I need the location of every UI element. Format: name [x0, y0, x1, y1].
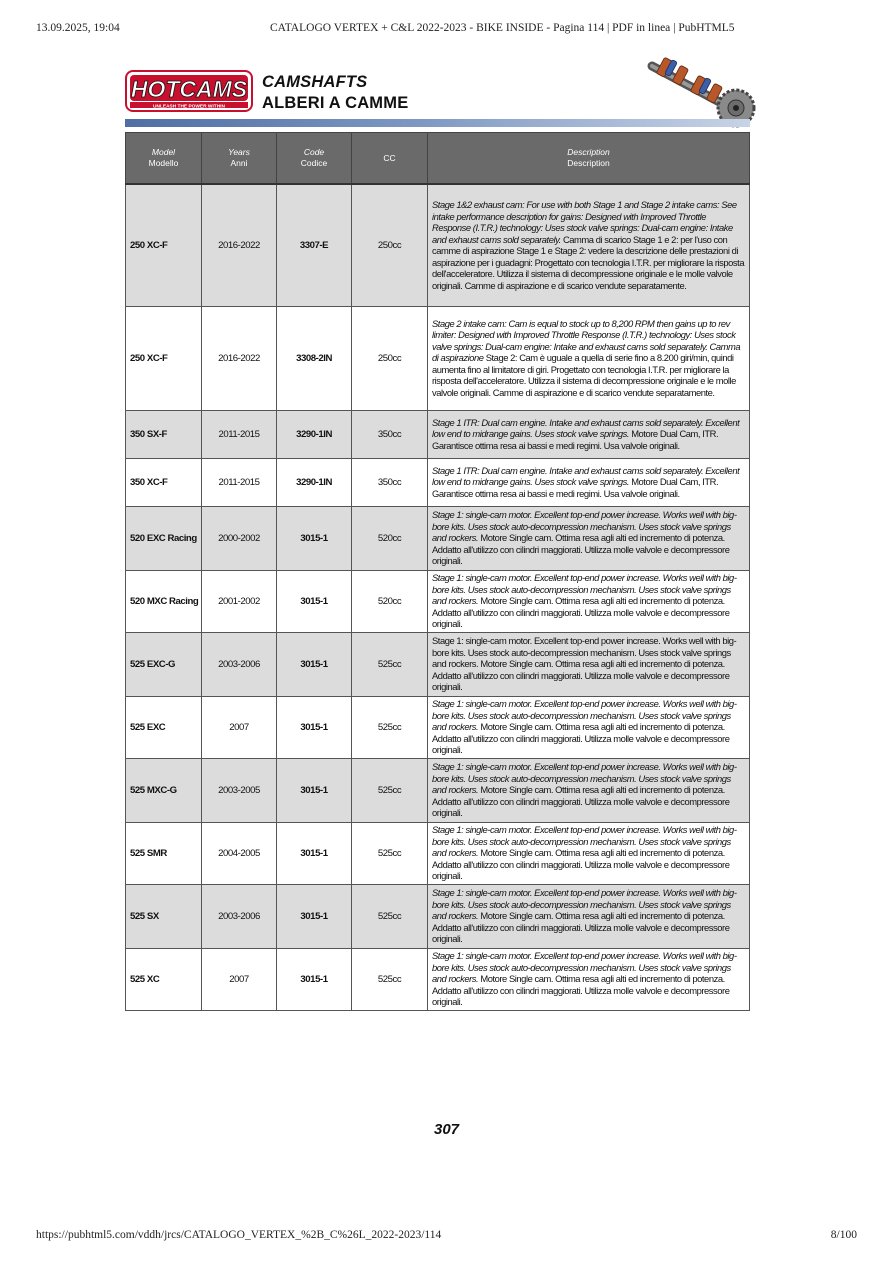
cell-code: 3015-1 [277, 948, 352, 1010]
cell-description [428, 458, 750, 506]
description-it: Motore Single cam. Ottima resa agli alti ed incremento di potenza. Addatto all'utilizzo con cilindri maggiorati. Utilizza molle valvole e decompressore originali. [432, 532, 730, 567]
logo-tagline: UNLEASH THE POWER WITHIN [153, 104, 225, 110]
cell-code: 3015-1 [277, 632, 352, 696]
cell-code: 3015-1 [277, 570, 352, 632]
description-en: Stage 1: single-cam motor. Excellent top-end power increase. Works well with big-bore kits. Uses stock auto-decompression mechanism. Uses stock valve springs and rockers. [432, 698, 737, 733]
print-header [36, 22, 853, 38]
cell-model: 520 EXC Racing [126, 506, 202, 570]
print-page-title: CATALOGO VERTEX + C&L 2022-2023 - BIKE INSIDE - Pagina 114 | PDF in linea | PubHTML5 [270, 22, 735, 34]
cell-model: 250 XC-F [126, 306, 202, 410]
table-header-row [126, 133, 750, 185]
table-row [126, 506, 750, 570]
cell-description [428, 758, 750, 822]
cell-model: 350 XC-F [126, 458, 202, 506]
table-row [126, 884, 750, 948]
cell-cc: 525cc [352, 632, 428, 696]
col-years: Years Anni [202, 133, 277, 185]
cell-years: 2003-2006 [202, 632, 277, 696]
cell-description [428, 822, 750, 884]
cell-description [428, 884, 750, 948]
cell-description [428, 948, 750, 1010]
cell-model: 525 EXC-G [126, 632, 202, 696]
description-en: Stage 1: single-cam motor. Excellent top-end power increase. Works well with big-bore kits. Uses stock auto-decompression mechanism. Uses stock valve springs and rockers. [432, 950, 737, 985]
description-en: Stage 2 intake cam: Cam is equal to stock up to 8,200 RPM then gains up to rev limiter: Designed with Improved Throttle Response (I.T.R.) technology: Uses stock valve springs: Dual-cam engine: Intake and exhaust cams sold separately. Camma di aspirazione [432, 317, 741, 364]
cell-years: 2001-2002 [202, 570, 277, 632]
cell-years: 2011-2015 [202, 410, 277, 458]
cell-description [428, 632, 750, 696]
table-row [126, 570, 750, 632]
cell-cc: 525cc [352, 758, 428, 822]
cell-cc: 250cc [352, 184, 428, 306]
col-code: Code Codice [277, 133, 352, 185]
table-row [126, 822, 750, 884]
print-datetime: 13.09.2025, 19:04 [36, 22, 120, 34]
table-row [126, 458, 750, 506]
description-en: Stage 1: single-cam motor. Excellent top-end power increase. Works well with big-bore kits. Uses stock auto-decompression mechanism. Uses stock valve springs and rockers. [432, 509, 737, 544]
cell-model: 520 MXC Racing [126, 570, 202, 632]
col-description: Description Description [428, 133, 750, 185]
logo-brand: HOTCAMS [130, 76, 248, 102]
cell-years: 2000-2002 [202, 506, 277, 570]
table-row [126, 410, 750, 458]
cell-years: 2016-2022 [202, 184, 277, 306]
cell-years: 2007 [202, 948, 277, 1010]
cell-description [428, 506, 750, 570]
col-cc: CC [352, 133, 428, 185]
description-it: Motore Dual Cam, ITR. Garantisce ottima resa ai bassi e medi regimi. Usa valvole originali. [432, 428, 719, 451]
table-row [126, 632, 750, 696]
cell-code: 3290-1IN [277, 410, 352, 458]
cell-code: 3015-1 [277, 822, 352, 884]
cell-years: 2016-2022 [202, 306, 277, 410]
cell-model: 250 XC-F [126, 184, 202, 306]
description-it: Motore Single cam. Ottima resa agli alti ed incremento di potenza. Addatto all'utilizzo con cilindri maggiorati. Utilizza molle valvole e decompressore originali. [432, 721, 730, 756]
description-en: Stage 1: single-cam motor. Excellent top-end power increase. Works well with big-bore kits. Uses stock auto-decompression mechanism. Uses stock valve springs and rockers. [432, 824, 737, 859]
description-en: Stage 1 ITR: Dual cam engine. Intake and exhaust cams sold separately. Excellent low end to midrange gains. Uses stock valve springs. [432, 416, 740, 440]
cell-model: 525 MXC-G [126, 758, 202, 822]
cell-code: 3015-1 [277, 884, 352, 948]
description-en: Stage 1 ITR: Dual cam engine. Intake and exhaust cams sold separately. Excellent low end to midrange gains. Uses stock valve springs. [432, 464, 740, 488]
description-it: Motore Single cam. Ottima resa agli alti ed incremento di potenza. Addatto all'utilizzo con cilindri maggiorati. Utilizza molle valvole e decompressore originali. [432, 973, 730, 1008]
description-en: Stage 1: single-cam motor. Excellent top-end power increase. Works well with big-bore kits. Uses stock auto-decompression mechanism. Uses stock valve springs and rockers. [432, 572, 737, 607]
table-row [126, 948, 750, 1010]
cell-cc: 250cc [352, 306, 428, 410]
cell-cc: 525cc [352, 884, 428, 948]
cell-cc: 350cc [352, 410, 428, 458]
description-en: Stage 1: single-cam motor. Excellent top-end power increase. Works well with big-bore kits. Uses stock auto-decompression mechanism. Uses stock valve springs and rockers. [432, 887, 737, 922]
print-url: https://pubhtml5.com/vddh/jrcs/CATALOGO_VERTEX_%2B_C%26L_2022-2023/114 [36, 1229, 442, 1241]
description-it: Motore Dual Cam, ITR. Garantisce ottima resa ai bassi e medi regimi. Usa valvole originali. [432, 476, 719, 499]
cell-cc: 525cc [352, 696, 428, 758]
cell-code: 3015-1 [277, 506, 352, 570]
cell-code: 3015-1 [277, 758, 352, 822]
description-it: Motore Single cam. Ottima resa agli alti ed incremento di potenza. Addatto all'utilizzo con cilindri maggiorati. Utilizza molle valvole e decompressore originali. [432, 847, 730, 882]
cell-model: 525 SX [126, 884, 202, 948]
hotcams-logo [125, 70, 253, 112]
cell-years: 2007 [202, 696, 277, 758]
heading-alberi: ALBERI A CAMME [262, 94, 409, 112]
cell-cc: 350cc [352, 458, 428, 506]
cell-cc: 525cc [352, 948, 428, 1010]
cell-years: 2004-2005 [202, 822, 277, 884]
page-number: 307 [433, 1121, 460, 1138]
cell-code: 3290-1IN [277, 458, 352, 506]
cell-model: 525 EXC [126, 696, 202, 758]
cell-code: 3015-1 [277, 696, 352, 758]
cell-description [428, 306, 750, 410]
cell-cc: 520cc [352, 570, 428, 632]
cell-code: 3308-2IN [277, 306, 352, 410]
heading-camshafts: CAMSHAFTS [262, 73, 368, 91]
description-it: Motore Single cam. Ottima resa agli alti ed incremento di potenza. Addatto all'utilizzo con cilindri maggiorati. Utilizza molle valvole e decompressore originali. [432, 784, 730, 819]
table-row [126, 306, 750, 410]
cell-description [428, 184, 750, 306]
print-footer [36, 1229, 857, 1245]
cell-cc: 525cc [352, 822, 428, 884]
cell-description [428, 570, 750, 632]
cell-model: 350 SX-F [126, 410, 202, 458]
description-it: Stage 2: Cam è uguale a quella di serie fino a 8.200 giri/min, quindi aumenta fino al limitatore di giri. Progettato con tecnologia I.T.R. per migliorare la risposta dell'acceleratore. Utilizza il sistema di decompressione originale e le molle valvole originali. Camme di aspirazione e di scarico vendute separatamente. [432, 352, 736, 398]
cell-cc: 520cc [352, 506, 428, 570]
col-model: Model Modello [126, 133, 202, 185]
table-row [126, 758, 750, 822]
camshaft-table [125, 132, 750, 1011]
header-rule [125, 119, 750, 127]
description-en: Stage 1: single-cam motor. Excellent top-end power increase. Works well with big-bore kits. Uses stock auto-decompression mechanism. Uses stock valve springs and rockers. [432, 761, 737, 796]
description-it: Motore Single cam. Ottima resa agli alti ed incremento di potenza. Addatto all'utilizzo con cilindri maggiorati. Utilizza molle valvole e decompressore originali. [432, 910, 730, 945]
cell-years: 2003-2005 [202, 758, 277, 822]
cell-years: 2003-2006 [202, 884, 277, 948]
cell-description [428, 696, 750, 758]
description-it: Motore Single cam. Ottima resa agli alti ed incremento di potenza. Addatto all'utilizzo con cilindri maggiorati. Utilizza molle valvole e decompressore originali. [432, 595, 730, 630]
cell-code: 3307-E [277, 184, 352, 306]
cell-description [428, 410, 750, 458]
table-row [126, 184, 750, 306]
print-page-count: 8/100 [830, 1229, 857, 1241]
cell-model: 525 SMR [126, 822, 202, 884]
table-row [126, 696, 750, 758]
description-en: Stage 1&2 exhaust cam: For use with both Stage 1 and Stage 2 intake cams: See intake performance description for gains: Designed with Improved Throttle Response (I.T.R.) technology: Uses stock valve springs: Dual-cam engine: Intake and exhaust cams sold separately. [432, 199, 737, 245]
description-it: Stage 1: single-cam motor. Excellent top-end power increase. Works well with big-bore kits. Uses stock auto-decompression mechanism. Uses stock valve springs and rockers. Motore Single cam. Ottima resa agli alti ed incremento di potenza. Addatto all'utilizzo con cilindri maggiorati. Utilizza molle valvole e decompressore originali. [432, 635, 737, 693]
page-heading [262, 72, 408, 114]
description-it: Camma di scarico Stage 1 e 2: per l'uso con camme di aspirazione Stage 1 e Stage 2: vedere la descrizione delle prestazioni di aspirazione per i guadagni: Progettato con tecnologia I.T.R. per migliorare la risposta dell'acceleratore. Utilizza il sistema di decompressione originale e le molle valvole originali. Camme di aspirazione e di scarico vendute separatamente. [432, 233, 745, 291]
cell-model: 525 XC [126, 948, 202, 1010]
cell-years: 2011-2015 [202, 458, 277, 506]
